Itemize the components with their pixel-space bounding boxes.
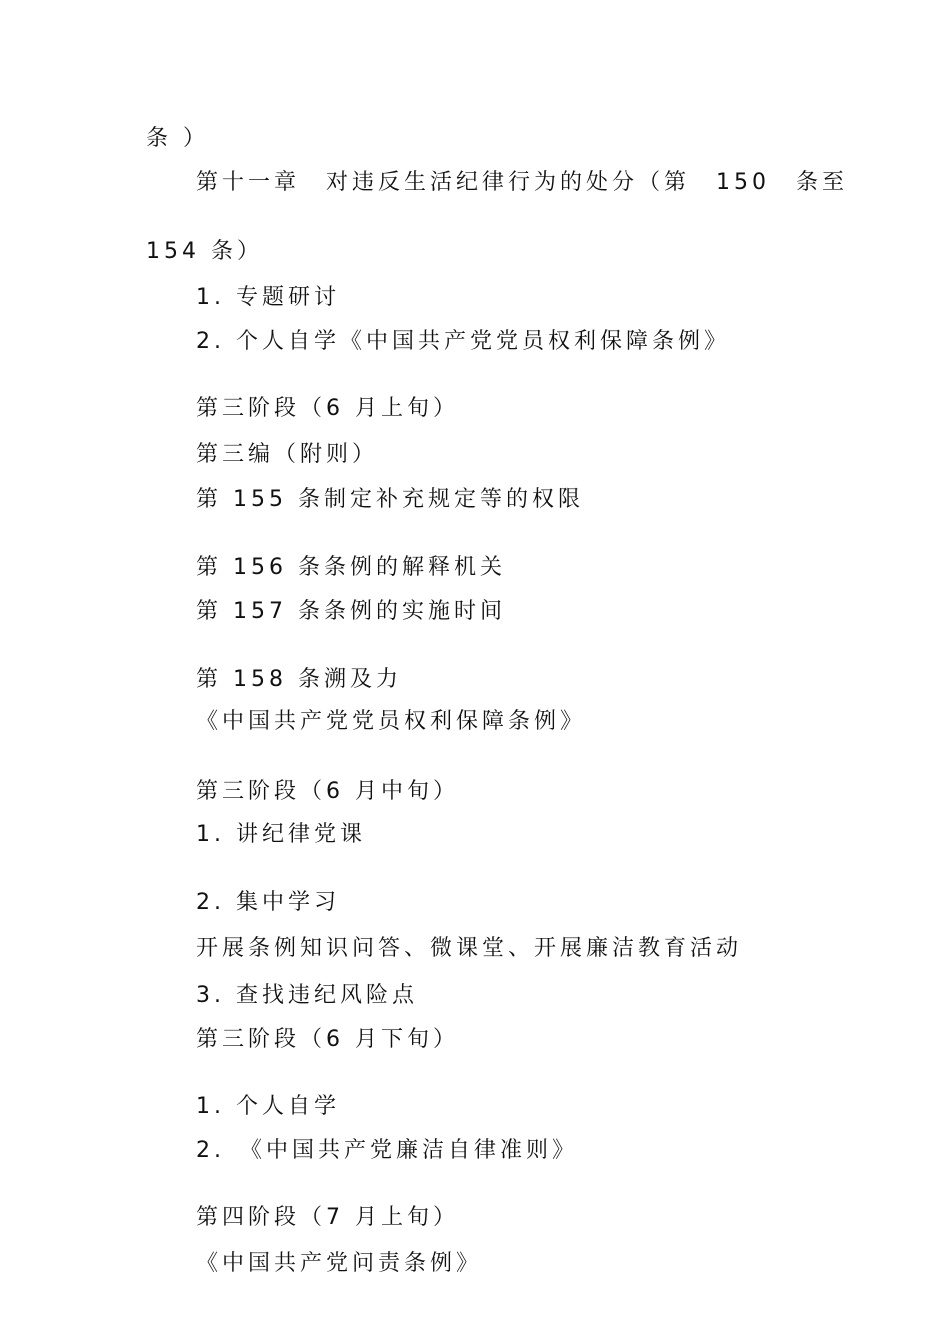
stage-heading: 第三阶段（6 月下旬） (196, 1027, 459, 1052)
article-line: 第 158 条溯及力 (196, 667, 402, 692)
section-heading: 第三编（附则） (196, 442, 379, 467)
list-item: 1. 讲纪律党课 (196, 822, 366, 847)
chapter-heading: 第十一章 对违反生活纪律行为的处分（第 150 条至 (196, 170, 848, 195)
text-line: 154 条） (146, 239, 263, 264)
regulation-title: 《中国共产党党员权利保障条例》 (196, 709, 587, 734)
stage-heading: 第三阶段（6 月中旬） (196, 779, 459, 804)
stage-heading: 第三阶段（6 月上旬） (196, 396, 459, 421)
list-item: 3. 查找违纪风险点 (196, 983, 418, 1008)
stage-heading: 第四阶段（7 月上旬） (196, 1205, 459, 1230)
list-item: 2. 《中国共产党廉洁自律准则》 (196, 1138, 578, 1163)
list-item: 1. 个人自学 (196, 1094, 340, 1119)
article-line: 第 157 条条例的实施时间 (196, 599, 506, 624)
text-line: 条 ） (146, 126, 209, 151)
article-line: 第 155 条制定补充规定等的权限 (196, 487, 584, 512)
list-item: 2. 集中学习 (196, 890, 340, 915)
article-line: 第 156 条条例的解释机关 (196, 555, 506, 580)
regulation-title: 《中国共产党问责条例》 (196, 1251, 483, 1276)
text-line: 开展条例知识问答、微课堂、开展廉洁教育活动 (196, 936, 743, 961)
list-item: 1. 专题研讨 (196, 285, 340, 310)
list-item: 2. 个人自学《中国共产党党员权利保障条例》 (196, 329, 730, 354)
